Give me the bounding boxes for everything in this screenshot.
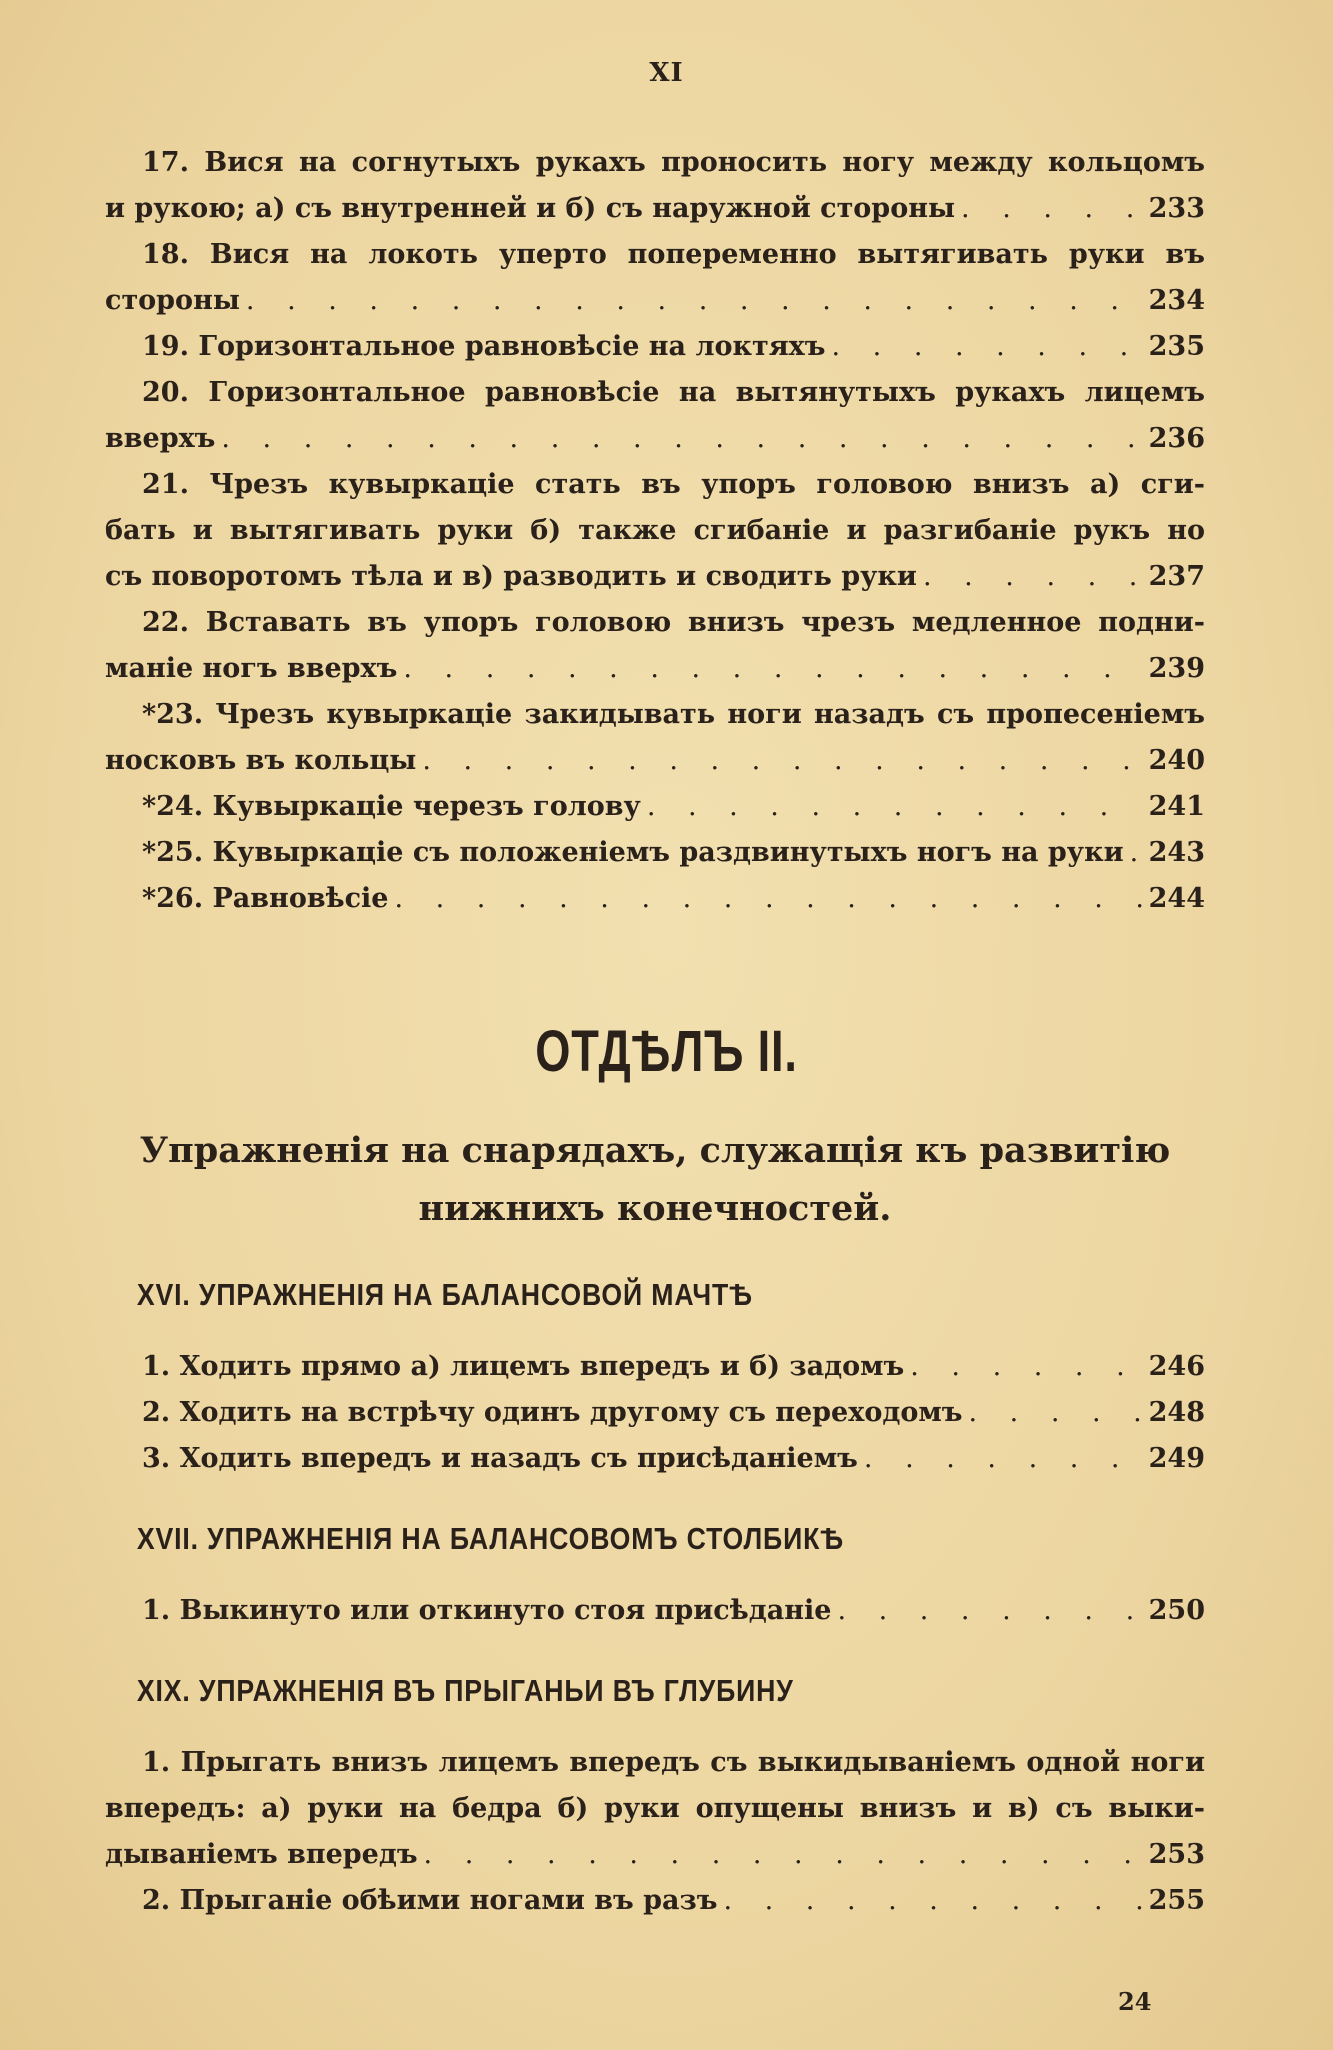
toc-page-number: 248	[1148, 1397, 1205, 1428]
toc-entry-line	[105, 232, 1205, 278]
toc-entry-text: 19. Горизонтальное равновѣсіе на локтяхъ	[142, 331, 826, 362]
toc-entry	[105, 1344, 1205, 1390]
toc-page-number: 246	[1148, 1351, 1205, 1382]
toc-page-number: 244	[1148, 883, 1205, 914]
toc-entry-text: 20. Горизонтальное равновѣсіе на вытянутыхъ рукахъ лицемъ	[142, 377, 1205, 408]
dot-leader	[1130, 830, 1143, 876]
toc-entry-text: 22. Вставать въ упоръ головою внизъ чрезъ медленное подни-	[142, 607, 1205, 638]
signature-number: 24	[1118, 1987, 1152, 2016]
toc-entry-text: *26. Равновѣсіе	[142, 883, 389, 914]
group-heading: XIX. УПРАЖНЕНІЯ ВЪ ПРЫГАНЬИ ВЪ ГЛУБИНУ	[136, 1673, 794, 1708]
toc-page-number: 233	[1148, 193, 1205, 224]
dot-leader	[969, 1390, 1143, 1436]
dot-leader	[394, 876, 1142, 922]
toc-entry	[105, 232, 1205, 324]
toc-page-number: 249	[1148, 1443, 1205, 1474]
toc-entry	[105, 140, 1205, 232]
toc-part-one	[105, 140, 1205, 922]
toc-part-two	[105, 1268, 1205, 1924]
toc-entry-text: *25. Кувыркаціе съ положеніемъ раздвинутыхъ ногъ на руки	[142, 837, 1124, 868]
toc-page-number: 237	[1148, 561, 1205, 592]
toc-entry-text: 1. Прыгать внизъ лицемъ впередъ съ выкидываніемъ одной ноги	[142, 1747, 1205, 1778]
toc-entry-line	[105, 784, 1205, 830]
toc-entry-line	[105, 140, 1205, 186]
toc-entry-line	[105, 646, 1205, 692]
toc-entry-line	[105, 416, 1205, 462]
toc-entry-text: 2. Прыганіе обѣими ногами въ разъ	[142, 1885, 718, 1916]
dot-leader	[403, 646, 1142, 692]
toc-page-number: 235	[1148, 331, 1205, 362]
toc-entry-line	[105, 876, 1205, 922]
toc-entry-line	[105, 1390, 1205, 1436]
section-subtitle-line-2: нижнихъ конечностей.	[418, 1188, 892, 1229]
group-heading: XVI. УПРАЖНЕНІЯ НА БАЛАНСОВОЙ МАЧТѢ	[136, 1277, 754, 1312]
section-subtitle-line-1: Упражненія на снарядахъ, служащія къ развитію	[139, 1130, 1171, 1171]
toc-entry-text: впередъ: а) руки на бедра б) руки опущены внизъ и в) съ выки-	[105, 1793, 1205, 1824]
dot-leader	[221, 416, 1142, 462]
dot-leader	[424, 1832, 1143, 1878]
group-heading: XVII. УПРАЖНЕНІЯ НА БАЛАНСОВОМЪ СТОЛБИКѢ	[136, 1521, 845, 1556]
toc-entry-line	[105, 600, 1205, 646]
toc-page-number: 236	[1148, 423, 1205, 454]
dot-leader	[723, 1878, 1142, 1924]
section-title: ОТДѢЛЪ II.	[535, 1019, 798, 1084]
toc-entry-line	[105, 370, 1205, 416]
toc-entry-line	[105, 830, 1205, 876]
page-number: XI	[649, 58, 684, 88]
toc-entry	[105, 692, 1205, 784]
toc-entry-line	[105, 1436, 1205, 1482]
toc-entry-line	[105, 508, 1205, 554]
toc-entry	[105, 830, 1205, 876]
dot-leader	[961, 186, 1143, 232]
toc-entry	[105, 462, 1205, 600]
toc-entry-line	[105, 1878, 1205, 1924]
toc-page-number: 253	[1148, 1839, 1205, 1870]
dot-leader	[246, 278, 1143, 324]
toc-entry-line	[105, 1786, 1205, 1832]
toc-entry-text: бать и вытягивать руки б) также сгибаніе и разгибаніе рукъ но	[105, 515, 1205, 546]
toc-entry	[105, 876, 1205, 922]
toc-entry-text: 1. Ходить прямо а) лицемъ впередъ и б) задомъ	[142, 1351, 905, 1382]
toc-entry-line	[105, 324, 1205, 370]
toc-entry-text: 2. Ходить на встрѣчу одинъ другому съ переходомъ	[142, 1397, 963, 1428]
toc-page-number: 243	[1148, 837, 1205, 868]
toc-page-number: 240	[1148, 745, 1205, 776]
toc-entry-text: 17. Вися на согнутыхъ рукахъ проносить ногу между кольцомъ	[142, 147, 1205, 178]
toc-entry-line	[105, 1588, 1205, 1634]
toc-page-number: 241	[1148, 791, 1205, 822]
toc-entry-text: съ поворотомъ тѣла и в) разводить и сводить руки	[105, 561, 917, 592]
toc-entry-text: 21. Чрезъ кувыркаціе стать въ упоръ головою внизъ а) сги-	[142, 469, 1205, 500]
toc-entry	[105, 324, 1205, 370]
dot-leader	[831, 324, 1142, 370]
toc-entry-text: носковъ въ кольцы	[105, 745, 417, 776]
toc-entry-text: стороны	[105, 285, 240, 316]
toc-entry-text: дываніемъ впередъ	[105, 1839, 418, 1870]
toc-page-number: 234	[1148, 285, 1205, 316]
toc-page-number: 239	[1148, 653, 1205, 684]
dot-leader	[923, 554, 1143, 600]
toc-entry	[105, 600, 1205, 692]
dot-leader	[422, 738, 1142, 784]
toc-entry-line	[105, 554, 1205, 600]
toc-entry-text: маніе ногъ вверхъ	[105, 653, 398, 684]
toc-entry-text: *24. Кувыркаціе черезъ голову	[142, 791, 641, 822]
toc-entry-text: *23. Чрезъ кувыркаціе закидывать ноги назадъ съ пропесеніемъ	[142, 699, 1205, 730]
dot-leader	[864, 1436, 1143, 1482]
toc-entry-line	[105, 1344, 1205, 1390]
toc-entry	[105, 1878, 1205, 1924]
toc-entry	[105, 1588, 1205, 1634]
toc-entry	[105, 1436, 1205, 1482]
toc-entry-line	[105, 1740, 1205, 1786]
toc-entry	[105, 370, 1205, 462]
toc-entry	[105, 1740, 1205, 1878]
toc-entry-line	[105, 278, 1205, 324]
toc-entry-text: 3. Ходить впередъ и назадъ съ присѣданіемъ	[142, 1443, 858, 1474]
toc-entry-line	[105, 1832, 1205, 1878]
toc-entry-text: 1. Выкинуто или откинуто стоя присѣданіе	[142, 1595, 832, 1626]
toc-entry-line	[105, 186, 1205, 232]
toc-entry-text: 18. Вися на локоть уперто попеременно вытягивать руки въ	[142, 239, 1205, 270]
toc-entry-text: вверхъ	[105, 423, 216, 454]
toc-entry	[105, 784, 1205, 830]
section-subtitle	[105, 1122, 1205, 1238]
toc-page-number: 255	[1148, 1885, 1205, 1916]
toc-entry-text: и рукою; а) съ внутренней и б) съ наружной стороны	[105, 193, 956, 224]
toc-page-number: 250	[1148, 1595, 1205, 1626]
dot-leader	[837, 1588, 1142, 1634]
toc-entry-line	[105, 738, 1205, 784]
dot-leader	[647, 784, 1143, 830]
toc-entry	[105, 1390, 1205, 1436]
toc-entry-line	[105, 692, 1205, 738]
dot-leader	[910, 1344, 1142, 1390]
toc-entry-line	[105, 462, 1205, 508]
